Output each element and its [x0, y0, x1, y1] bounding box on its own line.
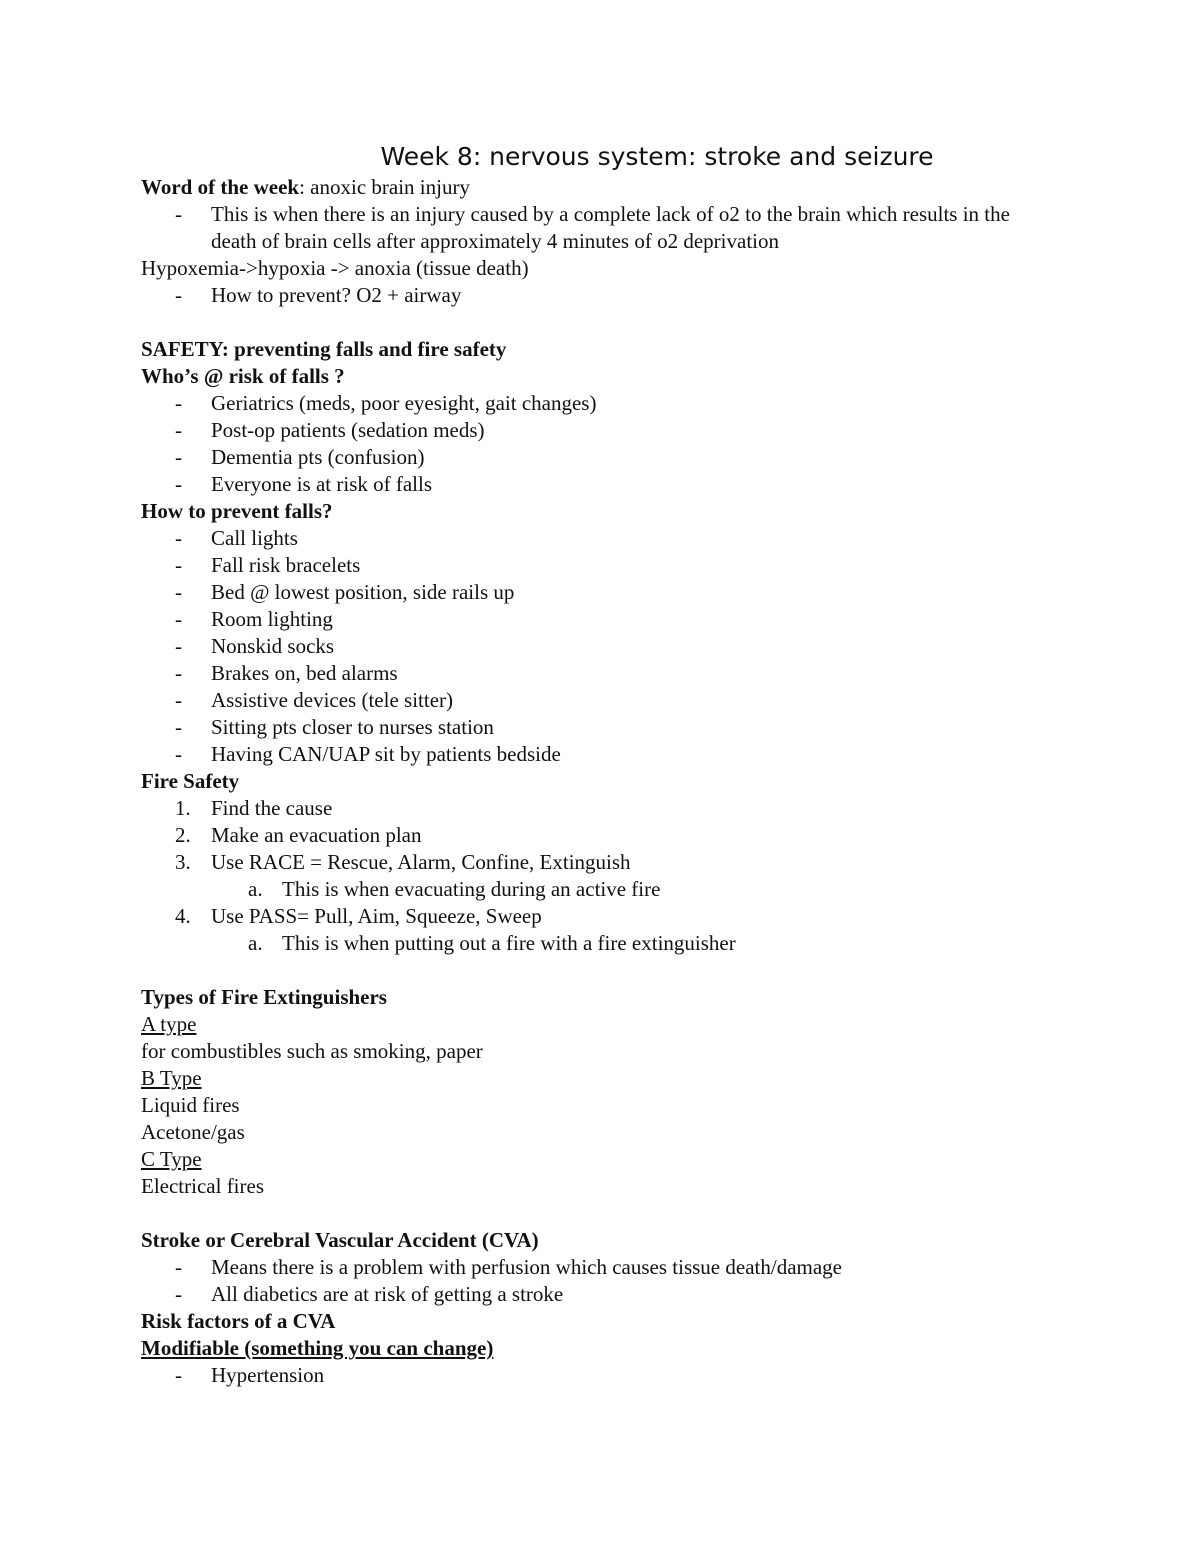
- list-item: - Fall risk bracelets: [175, 553, 361, 577]
- dash-marker: -: [175, 1255, 182, 1279]
- dash-marker: -: [175, 526, 182, 550]
- dash-marker: -: [175, 715, 182, 739]
- list-item: - This is when there is an injury caused by a complete lack of o2 to the brain which results in the death of brain cells after approximately 4 minutes of o2 deprivation: [175, 202, 1010, 253]
- dash-marker: -: [175, 580, 182, 604]
- dash-marker: -: [175, 445, 182, 469]
- dash-marker: -: [175, 418, 182, 442]
- list-item: - Hypertension: [175, 1363, 325, 1387]
- letter-marker: a.: [248, 931, 263, 955]
- number-marker: 3.: [175, 850, 191, 874]
- dash-marker: -: [175, 661, 182, 685]
- extinguishers-heading: Types of Fire Extinguishers: [141, 985, 387, 1009]
- list-item: - Brakes on, bed alarms: [175, 661, 398, 685]
- c-type-label: C Type: [141, 1147, 202, 1171]
- dash-marker: -: [175, 1282, 182, 1306]
- dash-marker: -: [175, 1363, 182, 1387]
- letter-marker: a.: [248, 877, 263, 901]
- sub-list-item: a. This is when putting out a fire with a fire extinguisher: [248, 931, 736, 955]
- list-item: - Having CAN/UAP sit by patients bedside: [175, 742, 561, 766]
- risk-list: [141, 390, 1101, 498]
- page-title: Week 8: nervous system: stroke and seizure: [380, 142, 934, 171]
- list-item: - Dementia pts (confusion): [175, 445, 425, 469]
- safety-heading: SAFETY: preventing falls and fire safety: [141, 337, 507, 361]
- b-type-desc-2: Acetone/gas: [141, 1120, 245, 1144]
- modifiable-list: [141, 1362, 1101, 1389]
- list-item: - Bed @ lowest position, side rails up: [175, 580, 515, 604]
- number-marker: 1.: [175, 796, 191, 820]
- risk-factors-heading: Risk factors of a CVA: [141, 1309, 336, 1333]
- list-item: - Sitting pts closer to nurses station: [175, 715, 494, 739]
- word-of-week-label: Word of the week: [141, 175, 300, 199]
- document-page: [141, 140, 1101, 1389]
- list-item: - Geriatrics (meds, poor eyesight, gait changes): [175, 391, 597, 415]
- stroke-list: [141, 1254, 1101, 1308]
- dash-marker: -: [175, 634, 182, 658]
- dash-marker: -: [175, 472, 182, 496]
- list-item: - Call lights: [175, 526, 298, 550]
- dash-marker: -: [175, 553, 182, 577]
- list-item: - How to prevent? O2 + airway: [175, 283, 462, 307]
- a-type-desc: for combustibles such as smoking, paper: [141, 1039, 483, 1063]
- stroke-heading: Stroke or Cerebral Vascular Accident (CVA): [141, 1228, 539, 1252]
- list-item: - Nonskid socks: [175, 634, 335, 658]
- list-item: - All diabetics are at risk of getting a stroke: [175, 1282, 564, 1306]
- dash-marker: -: [175, 283, 182, 307]
- list-item: 4. Use PASS= Pull, Aim, Squeeze, Sweep: [175, 904, 542, 928]
- list-item: - Room lighting: [175, 607, 333, 631]
- c-type-desc: Electrical fires: [141, 1174, 265, 1198]
- fire-steps-list: [141, 795, 1101, 957]
- word-of-week-value: : anoxic brain injury: [299, 175, 470, 199]
- dash-marker: -: [175, 391, 182, 415]
- dash-marker: -: [175, 607, 182, 631]
- list-item: 1. Find the cause: [175, 796, 333, 820]
- dash-marker: -: [175, 742, 182, 766]
- b-type-label: B Type: [141, 1066, 202, 1090]
- risk-of-falls-heading: Who’s @ risk of falls ?: [141, 364, 345, 388]
- a-type-label: A type: [141, 1012, 197, 1036]
- dash-marker: -: [175, 688, 182, 712]
- list-item: - Assistive devices (tele sitter): [175, 688, 454, 712]
- b-type-desc-1: Liquid fires: [141, 1093, 240, 1117]
- hypoxemia-line: Hypoxemia->hypoxia -> anoxia (tissue death): [141, 256, 529, 280]
- list-item: - Means there is a problem with perfusion which causes tissue death/damage: [175, 1255, 842, 1279]
- fire-safety-heading: Fire Safety: [141, 769, 240, 793]
- dash-marker: -: [175, 202, 182, 226]
- word-of-week-line: [141, 174, 1101, 201]
- modifiable-heading: Modifiable (something you can change): [141, 1336, 494, 1360]
- sub-list-item: a. This is when evacuating during an active fire: [248, 877, 661, 901]
- list-item: - Everyone is at risk of falls: [175, 472, 433, 496]
- number-marker: 4.: [175, 904, 191, 928]
- number-marker: 2.: [175, 823, 191, 847]
- prevent-falls-heading: How to prevent falls?: [141, 499, 333, 523]
- list-item: 3. Use RACE = Rescue, Alarm, Confine, Extinguish: [175, 850, 631, 874]
- prevent-list: [141, 525, 1101, 768]
- list-item: - Post-op patients (sedation meds): [175, 418, 485, 442]
- list-item: 2. Make an evacuation plan: [175, 823, 422, 847]
